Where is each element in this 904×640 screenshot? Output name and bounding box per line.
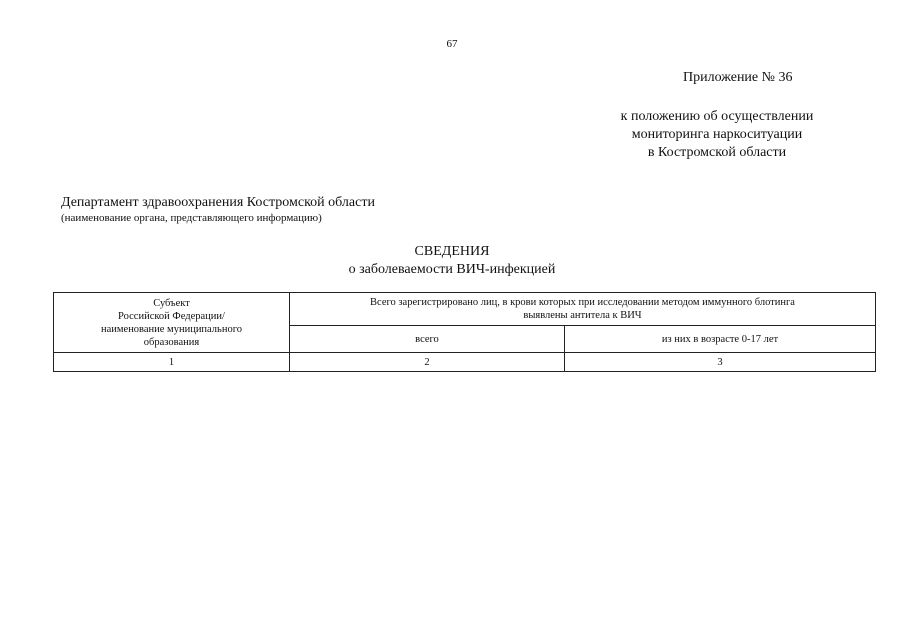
appendix-reference-line: к положению об осуществлении (620, 109, 814, 124)
appendix-reference-line: в Костромской области (647, 145, 787, 160)
column-number: 1 (54, 353, 290, 372)
document-title (0, 243, 904, 279)
subject-header-line: образования (143, 336, 200, 348)
department-name: Департамент здравоохранения Костромской области (61, 195, 375, 210)
subject-header-line: наименование муниципального (100, 323, 242, 335)
registered-persons-header (290, 293, 876, 326)
document-title-subheading: о заболеваемости ВИЧ-инфекцией (348, 262, 556, 277)
column-number: 3 (565, 353, 876, 372)
total-column-header: всего (290, 326, 565, 353)
document-title-heading: СВЕДЕНИЯ (414, 244, 490, 259)
subject-header-line: Российской Федерации/ (118, 310, 225, 322)
age-0-17-column-header: из них в возрасте 0-17 лет (565, 326, 876, 353)
appendix-title: Приложение № 36 (683, 70, 793, 85)
department-caption: (наименование органа, представляющего информацию) (61, 212, 322, 224)
column-number: 2 (290, 353, 565, 372)
statistics-table (53, 292, 876, 372)
table-header-row (54, 293, 876, 326)
appendix-reference-line: мониторинга наркоситуации (631, 127, 803, 142)
table-column-numbers-row (54, 353, 876, 372)
appendix-reference (600, 108, 834, 162)
registered-header-line: выявлены антитела к ВИЧ (523, 310, 642, 321)
subject-header-line: Субъект (153, 297, 190, 309)
page-number: 67 (446, 38, 458, 50)
subject-column-header (54, 293, 290, 353)
registered-header-line: Всего зарегистрировано лиц, в крови которых при исследовании методом иммунного блотинга (370, 297, 795, 308)
